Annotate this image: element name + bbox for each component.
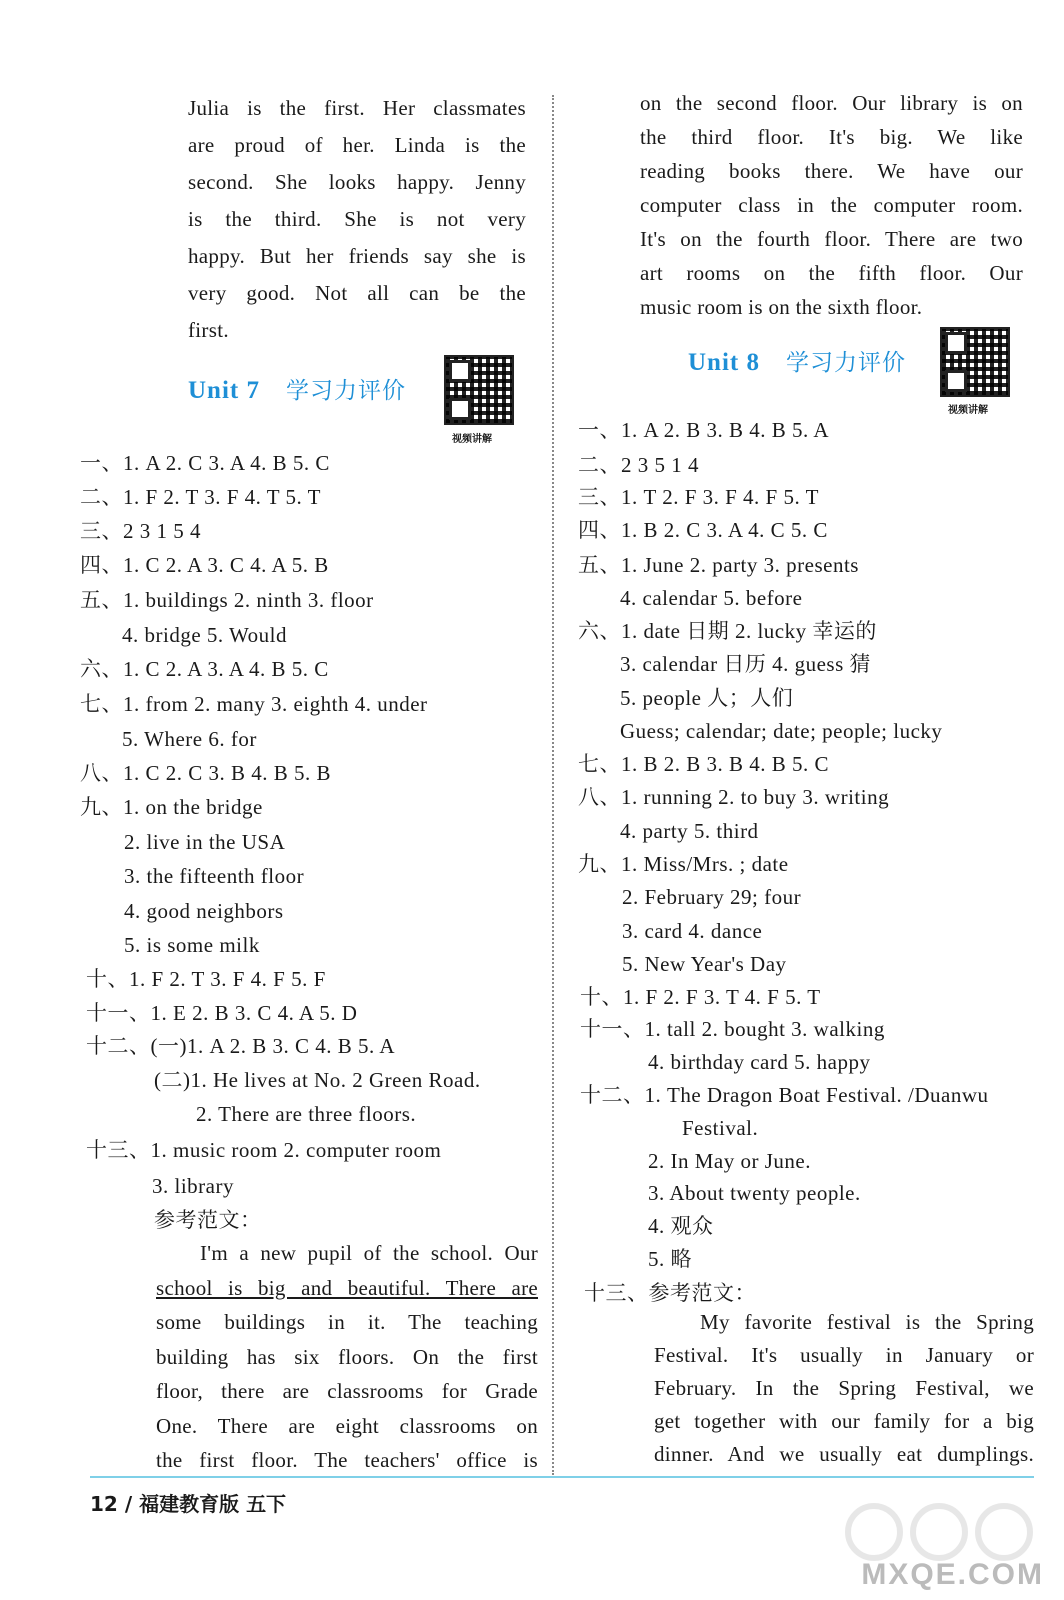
answer-line: 3. About twenty people. [648,1181,861,1205]
text-line: music room is on the sixth floor. [640,295,923,319]
answer-line: 2. live in the USA [124,830,286,854]
answer-line: 5. 略 [648,1247,692,1271]
answer-line: 2. In May or June. [648,1149,811,1173]
text-line: the third floor. It's big. We like [640,125,1023,149]
text-line: Julia is the first. Her classmates [188,96,526,120]
answer-line: 4. birthday card 5. happy [648,1050,871,1074]
footer-separator: / [124,1492,133,1516]
text-line: reading books there. We have our [640,159,1023,183]
answer-line: 5. New Year's Day [622,952,787,976]
text-line: computer class in the computer room. [640,193,1023,217]
text-line: It's on the fourth floor. There are two [640,227,1023,251]
answer-line: 八、1. running 2. to buy 3. writing [578,785,890,809]
watermark-text: MXQE.COM [861,1558,1044,1591]
text-line: second. She looks happy. Jenny [188,170,526,194]
answer-line: 一、1. A 2. C 3. A 4. B 5. C [80,451,330,475]
footer-rule [90,1476,1034,1478]
left-essay-paragraph [156,1236,538,1478]
text-line: is the third. She is not very [188,207,526,231]
answer-line: 八、1. C 2. C 3. B 4. B 5. B [80,761,332,785]
unit-subtitle-text: 学习力评价 [285,378,406,404]
answer-line: 4. 观众 [648,1214,714,1238]
qr-code-icon[interactable] [940,327,1010,397]
answer-line: 三、2 3 1 5 4 [80,519,201,543]
answer-line: 4. calendar 5. before [620,586,803,610]
text-line: first. [188,318,229,342]
text-line: very good. Not all can be the [188,281,526,305]
page-footer [90,1488,286,1517]
essay-line: February. In the Spring Festival, we [654,1376,1034,1400]
page-number: 12 [90,1492,118,1516]
essay-line: some buildings in it. The teaching [156,1310,538,1334]
answer-line: Guess; calendar; date; people; lucky [620,719,943,743]
unit-8-title [688,344,906,377]
answer-line: 5. is some milk [124,933,260,957]
column-divider [552,95,554,1475]
answer-line: 六、1. C 2. A 3. A 4. B 5. C [80,657,329,681]
answer-line: 二、1. F 2. T 3. F 4. T 5. T [80,485,321,509]
essay-line: My favorite festival is the Spring [700,1310,1034,1334]
answer-line: 九、1. Miss/Mrs. ; date [578,852,789,876]
essay-line: the first floor. The teachers' office is [156,1448,538,1472]
unit-title-text: Unit 8 [688,349,760,376]
answer-line: 4. party 5. third [620,819,759,843]
essay-line: One. There are eight classrooms on [156,1413,538,1438]
answer-line: 2. February 29; four [622,885,802,909]
answer-line: 四、1. C 2. A 3. C 4. A 5. B [80,553,329,577]
grade: 五下 [246,1492,287,1516]
text-line: happy. But her friends say she is [188,244,526,268]
qr-label: 视频讲解 [948,405,988,416]
unit-7-title [188,372,406,405]
answer-line: 四、1. B 2. C 3. A 4. C 5. C [578,518,828,542]
text-line: on the second floor. Our library is on [640,91,1023,115]
answer-line: 二、2 3 5 1 4 [578,453,699,477]
answer-line: 十二、1. The Dragon Boat Festival. /Duanwu [580,1083,989,1107]
answer-line: 3. calendar 日历 4. guess 猜 [620,652,872,676]
answer-line: 2. There are three floors. [196,1102,417,1126]
answer-line: 4. bridge 5. Would [122,623,287,647]
answer-line: 十一、1. E 2. B 3. C 4. A 5. D [86,1001,358,1025]
essay-line: I'm a new pupil of the school. Our [200,1241,538,1265]
answer-line: 一、1. A 2. B 3. B 4. B 5. A [578,418,830,442]
answer-line: 九、1. on the bridge [80,795,263,819]
answer-line: 三、1. T 2. F 3. F 4. F 5. T [578,485,819,509]
answer-line: (二)1. He lives at No. 2 Green Road. [154,1068,481,1092]
answer-line: 5. people 人；人们 [620,686,794,710]
answer-line: 五、1. buildings 2. ninth 3. floor [80,588,374,612]
right-essay-paragraph [654,1306,1034,1471]
unit-title-text: Unit 7 [188,377,260,404]
essay-line: school is big and beautiful. There are [156,1275,538,1300]
answer-line: 十、1. F 2. T 3. F 4. F 5. F [86,967,326,991]
essay-line: Festival. It's usually in January or [654,1343,1034,1367]
answer-line: 3. the fifteenth floor [124,864,305,888]
answer-line: 3. card 4. dance [622,919,763,943]
answer-line: 4. good neighbors [124,899,284,923]
answer-line: 5. Where 6. for [122,727,257,751]
answer-line: 十、1. F 2. F 3. T 4. F 5. T [580,985,821,1009]
answer-line: 六、1. date 日期 2. lucky 幸运的 [578,619,877,643]
text-line: art rooms on the fifth floor. Our [640,261,1023,285]
essay-line: floor, there are classrooms for Grade [156,1379,538,1403]
essay-line: get together with our family for a big [654,1409,1034,1433]
answer-line: 十一、1. tall 2. bought 3. walking [580,1017,885,1041]
answer-line: 七、1. from 2. many 3. eighth 4. under [80,692,428,716]
answer-line: Festival. [682,1116,759,1140]
left-intro-paragraph [188,90,526,349]
essay-line: building has six floors. On the first [156,1344,538,1369]
publisher: 福建教育版 [139,1492,240,1516]
answer-line: 十二、(一)1. A 2. B 3. C 4. B 5. A [86,1034,396,1058]
text-line: are proud of her. Linda is the [188,133,526,157]
unit-subtitle-text: 学习力评价 [785,350,906,376]
answer-line: 参考范文： [154,1208,262,1232]
qr-code-icon[interactable] [444,355,514,425]
essay-line: dinner. And we usually eat dumplings. [654,1442,1034,1466]
answer-line: 五、1. June 2. party 3. presents [578,553,859,577]
right-intro-paragraph [640,86,1023,324]
answer-line: 3. library [152,1174,234,1198]
answer-line: 十三、参考范文： [584,1281,756,1305]
answer-line: 七、1. B 2. B 3. B 4. B 5. C [578,752,830,776]
answer-line: 十三、1. music room 2. computer room [86,1138,442,1162]
qr-label: 视频讲解 [452,434,492,445]
